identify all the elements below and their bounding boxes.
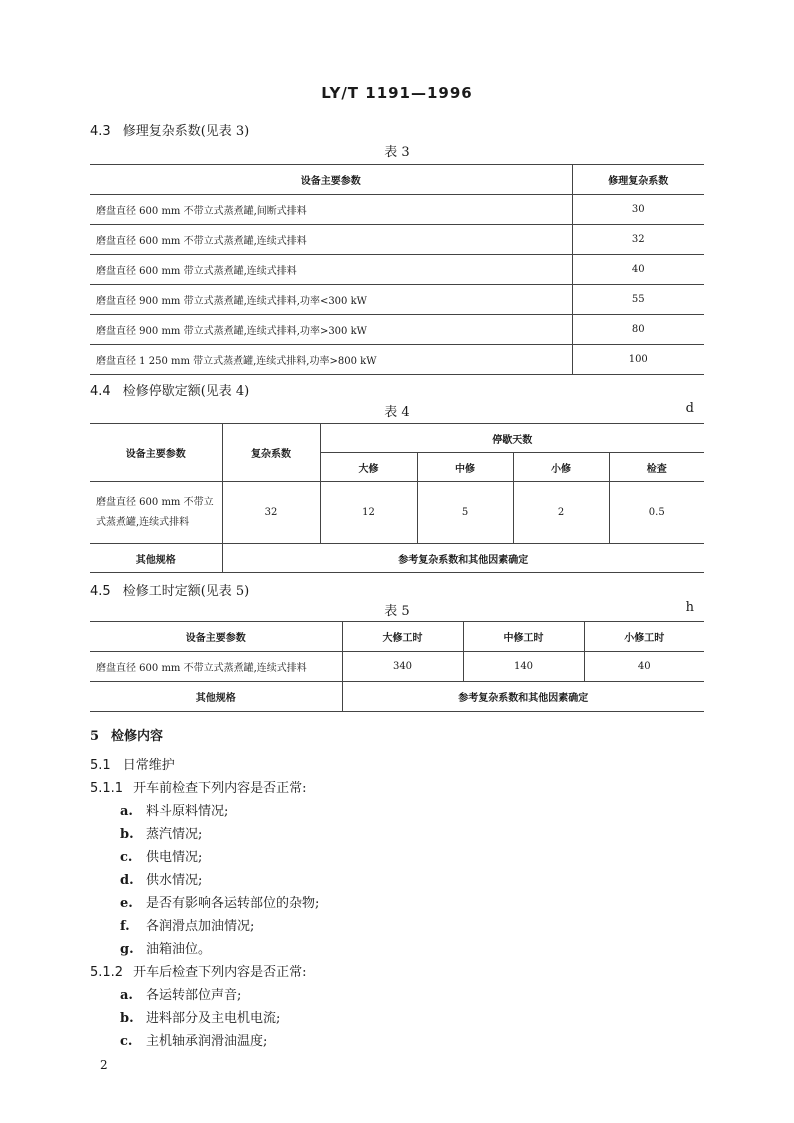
table5-unit: h: [685, 600, 694, 615]
section-title: 开车前检查下列内容是否正常:: [133, 781, 307, 796]
table-row: [90, 544, 704, 573]
list-item: a. 各运转部位声音;: [120, 988, 242, 1003]
table3-cell: 100: [572, 345, 704, 375]
section-5-1-2-heading: [90, 961, 306, 980]
section-5-1-heading: [90, 754, 175, 773]
table4-header-major: 大修: [320, 453, 417, 482]
table-row: [90, 652, 704, 682]
table5-header-minor: 小修工时: [584, 622, 704, 652]
section-4-5-heading: [90, 580, 249, 599]
table-row: [90, 255, 704, 285]
section-number: 5.1.2: [90, 965, 124, 980]
table4-other-label: 其他规格: [90, 544, 222, 573]
table3-header-param: 设备主要参数: [90, 165, 572, 195]
table5-header-medium: 中修工时: [463, 622, 584, 652]
table3-cell: 55: [572, 285, 704, 315]
table-row: [90, 225, 704, 255]
page-number: 2: [100, 1058, 108, 1072]
section-5-heading: [90, 725, 163, 744]
table3-cell: 40: [572, 255, 704, 285]
list-item: g. 油箱油位。: [120, 942, 212, 957]
list-item: b. 蒸汽情况;: [120, 827, 203, 842]
section-number: 5.1: [90, 758, 111, 773]
table4-other-text: 参考复杂系数和其他因素确定: [222, 544, 704, 573]
table5-other-label: 其他规格: [90, 682, 342, 712]
table-row: [90, 682, 704, 712]
table3-header-coef: 修理复杂系数: [572, 165, 704, 195]
section-title: 修理复杂系数(见表 3): [122, 124, 250, 139]
list-item: f. 各润滑点加油情况;: [120, 919, 255, 934]
table3-cell: 磨盘直径 900 mm 带立式蒸煮罐,连续式排料,功率<300 kW: [90, 285, 572, 315]
table3-cell: 磨盘直径 600 mm 不带立式蒸煮罐,间断式排料: [90, 195, 572, 225]
table3-cell: 磨盘直径 600 mm 带立式蒸煮罐,连续式排料: [90, 255, 572, 285]
table4-cell: 32: [222, 482, 320, 544]
list-item: e. 是否有影响各运转部位的杂物;: [120, 896, 320, 911]
table3-cell: 磨盘直径 900 mm 带立式蒸煮罐,连续式排料,功率>300 kW: [90, 315, 572, 345]
document-header: LY/T 1191—1996: [321, 84, 473, 102]
table-3: [90, 164, 704, 375]
table4-cell: 12: [320, 482, 417, 544]
table5-caption: 表 5: [384, 604, 410, 619]
table4-cell: 0.5: [609, 482, 704, 544]
table4-header-minor: 小修: [513, 453, 609, 482]
section-title: 开车后检查下列内容是否正常:: [133, 965, 307, 980]
table3-cell: 30: [572, 195, 704, 225]
table5-other-text: 参考复杂系数和其他因素确定: [342, 682, 704, 712]
table-row: [90, 345, 704, 375]
section-4-3-heading: [90, 120, 249, 139]
table4-header-coef: 复杂系数: [222, 424, 320, 482]
table3-cell: 32: [572, 225, 704, 255]
table-4: [90, 423, 704, 573]
table3-cell: 磨盘直径 600 mm 不带立式蒸煮罐,连续式排料: [90, 225, 572, 255]
table4-cell-param: 磨盘直径 600 mm 不带立式蒸煮罐,连续式排料: [90, 482, 222, 544]
table-row: [90, 482, 704, 544]
list-item: b. 进料部分及主电机电流;: [120, 1011, 281, 1026]
table3-cell: 80: [572, 315, 704, 345]
table4-caption: 表 4: [384, 405, 410, 420]
section-4-4-heading: [90, 380, 249, 399]
section-number: 4.5: [90, 584, 111, 599]
table4-header-days: 停歇天数: [320, 424, 704, 453]
table-row: [90, 195, 704, 225]
section-number: 4.3: [90, 124, 111, 139]
table3-caption: 表 3: [384, 145, 410, 160]
table5-cell: 磨盘直径 600 mm 不带立式蒸煮罐,连续式排料: [90, 652, 342, 682]
list-item: a. 料斗原料情况;: [120, 804, 229, 819]
table4-unit: d: [685, 401, 694, 416]
table4-header-param: 设备主要参数: [90, 424, 222, 482]
table-5: [90, 621, 704, 712]
section-title: 日常维护: [122, 758, 175, 773]
table5-cell: 40: [584, 652, 704, 682]
table-row: [90, 285, 704, 315]
section-number: 5.1.1: [90, 781, 124, 796]
table5-header-param: 设备主要参数: [90, 622, 342, 652]
list-item: c. 供电情况;: [120, 850, 203, 865]
list-item: c. 主机轴承润滑油温度;: [120, 1034, 268, 1049]
table4-cell: 5: [417, 482, 513, 544]
table5-cell: 140: [463, 652, 584, 682]
table5-header-major: 大修工时: [342, 622, 463, 652]
section-title: 检修内容: [111, 729, 164, 744]
table4-header-medium: 中修: [417, 453, 513, 482]
list-item: d. 供水情况;: [120, 873, 203, 888]
table4-header-inspect: 检查: [609, 453, 704, 482]
section-number: 5: [90, 729, 100, 744]
table5-cell: 340: [342, 652, 463, 682]
section-title: 检修工时定额(见表 5): [122, 584, 250, 599]
table4-cell: 2: [513, 482, 609, 544]
table3-cell: 磨盘直径 1 250 mm 带立式蒸煮罐,连续式排料,功率>800 kW: [90, 345, 572, 375]
section-number: 4.4: [90, 384, 111, 399]
section-title: 检修停歇定额(见表 4): [122, 384, 250, 399]
section-5-1-1-heading: [90, 777, 306, 796]
table-row: [90, 315, 704, 345]
